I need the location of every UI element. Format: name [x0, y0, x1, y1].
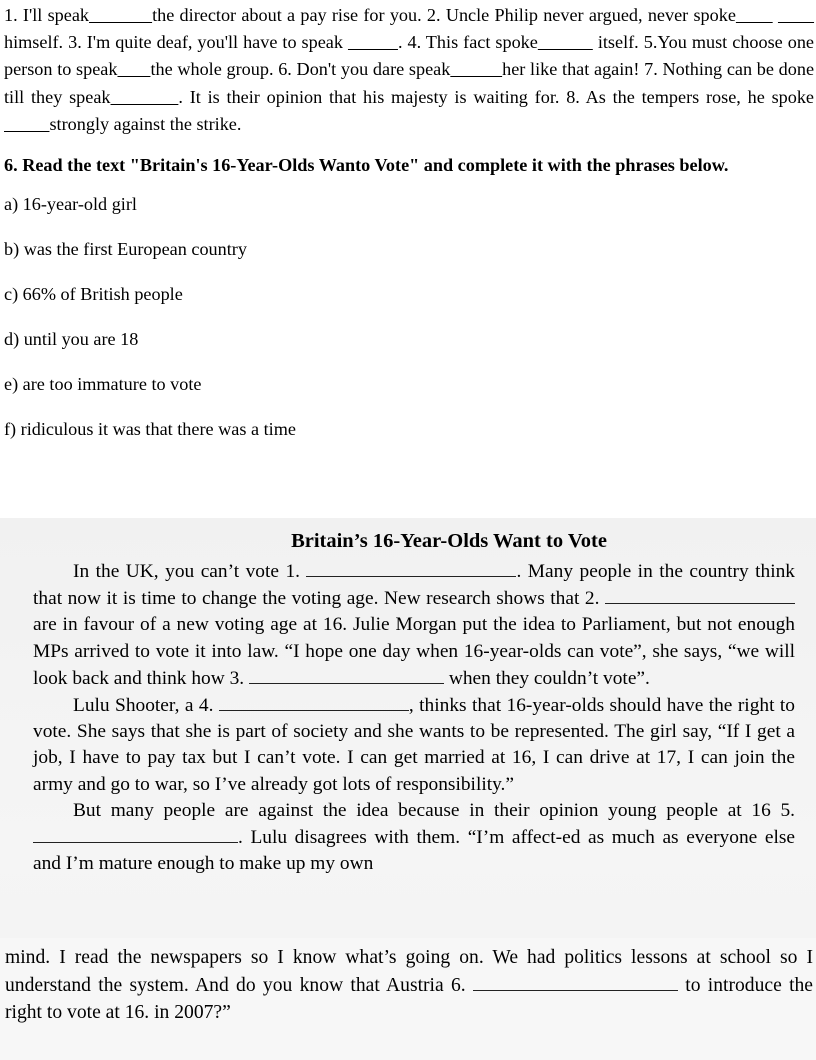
gap-3 [249, 665, 444, 684]
option-c: c) 66% of British people [4, 284, 183, 305]
article-continuation [0, 938, 816, 1060]
gap-1 [306, 558, 516, 577]
option-d: d) until you are 18 [4, 329, 139, 350]
gap-6 [473, 972, 678, 991]
sentence-5-6: the whole group. 6. Don't you dare speak [150, 59, 451, 80]
gap-5 [33, 824, 238, 843]
sentence-3-4: . 4. This fact spoke [397, 32, 538, 53]
gap-2 [605, 585, 795, 604]
blank-2b [778, 5, 814, 25]
blank-3 [348, 32, 398, 52]
phrase-options [4, 193, 814, 440]
gap-4 [219, 692, 409, 711]
blank-4 [538, 32, 593, 52]
article-body [33, 528, 795, 877]
article-title: Britain’s 16-Year-Olds Want to Vote [291, 530, 607, 552]
option-a: a) 16-year-old girl [4, 194, 137, 215]
article-paragraph-4: mind. I read the newspapers so I know what’s going on. We had politics lessons at school so I understand the system. And do you know that Austria 6. to introduce the right to vote at 16. in 2007?” [5, 947, 814, 1023]
sentence-4-5: itself. 5.You must choose one person to speak [4, 32, 814, 80]
article-paragraph-3: But many people are against the idea because in their opinion young people at 16 5. . Lulu disagrees with them. “I’m affect-ed as much as everyone else and I’m mature enough to make up my own [33, 799, 795, 875]
blank-8 [4, 114, 49, 134]
blank-6 [450, 59, 502, 79]
blank-7 [111, 87, 179, 107]
exercise-area [4, 2, 814, 463]
scanned-article [0, 518, 816, 1060]
article-paragraph-2: Lulu Shooter, a 4. , thinks that 16-year-olds should have the right to vote. She says that she is part of society and she wants to be represented. The girl say, “If I get a job, I have to pay tax but I can’t vote. I can get married at 16, I can drive at 17, I can join the army and go to war, so I’ve already got lots of responsibility.” [33, 692, 795, 798]
sentence-7-8: . It is their opinion that his majesty is waiting for. 8. As the tempers rose, he spoke [178, 86, 815, 107]
blank-2a [736, 5, 773, 25]
exercise-5-text [4, 2, 814, 138]
option-e: e) are too immature to vote [4, 374, 202, 395]
sentence-6-7: her like that again! 7. Nothing can be done till they speak [4, 59, 815, 107]
sentence-1-start: 1. I'll speak [4, 5, 90, 25]
exercise-6-title: 6. Read the text "Britain's 16-Year-Olds Wanto Vote" and complete it with the phrases below. [4, 155, 729, 176]
sentence-8-end: strongly against the strike. [49, 113, 242, 134]
article-paragraph-1: In the UK, you can’t vote 1. . Many people in the country think that now it is time to change the voting age. New research shows that 2. are in favour of a new voting age at 16. Julie Morgan put the idea to Parliament, but not enough MPs arrived to vote it into law. “I hope one day when 16-year-olds can vote”, she says, “we will look back and think how 3. when they couldn’t vote”. [33, 558, 795, 692]
blank-1 [89, 5, 152, 25]
sentence-1-2: the director about a pay rise for you. 2. Uncle Philip never argued, never spoke [152, 5, 736, 25]
option-b: b) was the first European country [4, 239, 247, 260]
blank-5 [117, 59, 150, 79]
option-f: f) ridiculous it was that there was a time [4, 419, 296, 440]
sentence-2-3: himself. 3. I'm quite deaf, you'll have to speak [4, 32, 343, 53]
